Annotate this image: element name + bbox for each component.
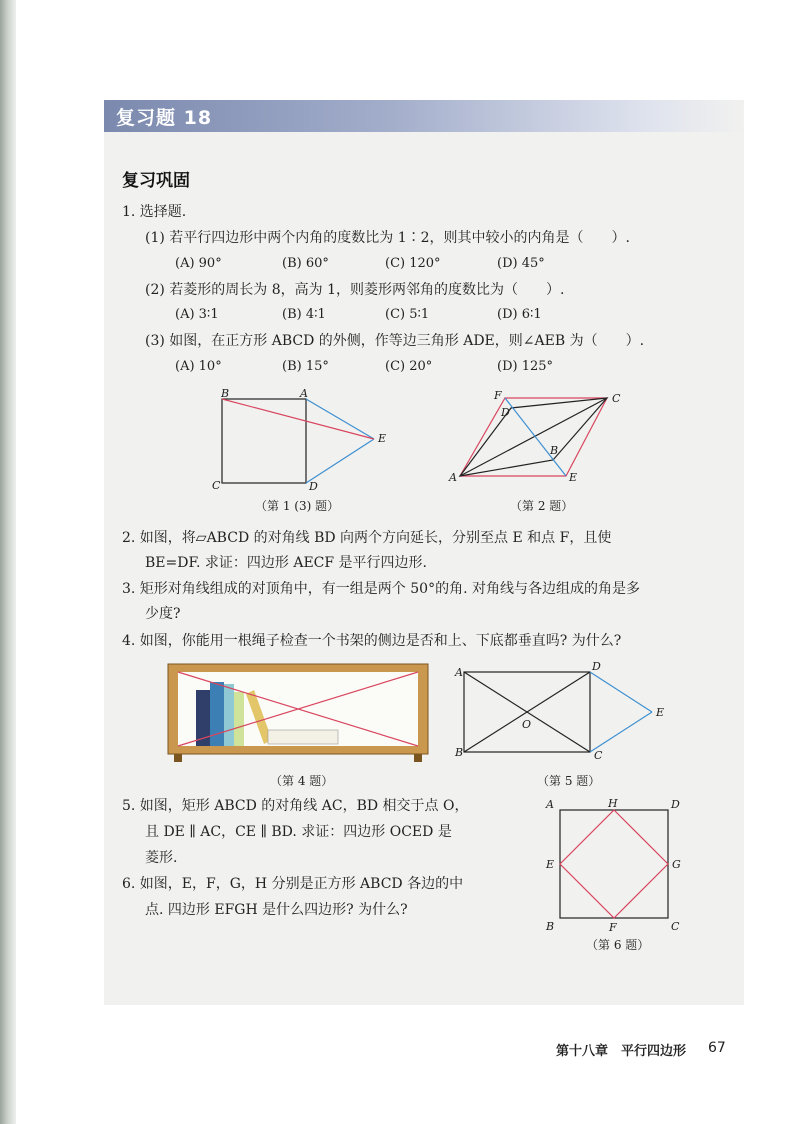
q1-part1-option-c: (C) 120° xyxy=(385,256,441,271)
fig5-label-d: D xyxy=(592,660,601,673)
fig2-label-e: E xyxy=(569,471,578,484)
fig5-label-a: A xyxy=(455,666,463,679)
fig6-label-h: H xyxy=(608,797,618,810)
fig2-label-b: B xyxy=(550,444,559,457)
fig6-label-d: D xyxy=(671,798,680,811)
fig2-label-a: A xyxy=(449,471,457,484)
q1-part3-option-a: (A) 10° xyxy=(175,359,222,374)
q3-line1: 3. 矩形对角线组成的对顶角中，有一组是两个 50°的角. 对角线与各边组成的角是多 xyxy=(122,581,640,597)
q1-part2-option-d: (D) 6∶1 xyxy=(497,307,542,322)
q5-line3: 菱形. xyxy=(145,850,178,866)
fig5-label-o: O xyxy=(522,718,532,731)
fig13-label-c: C xyxy=(212,479,221,492)
q3-line2: 少度? xyxy=(145,606,181,622)
fig6-label-f: F xyxy=(609,921,617,934)
q1-part3-option-c: (C) 20° xyxy=(385,359,433,374)
q6-line2: 点. 四边形 EFGH 是什么四边形? 为什么? xyxy=(145,902,408,918)
q1-part2-option-c: (C) 5∶1 xyxy=(385,307,430,322)
q1-part3-option-b: (B) 15° xyxy=(282,359,329,374)
q1-part1-option-b: (B) 60° xyxy=(282,256,329,271)
q2-line2: BE=DF. 求证：四边形 AECF 是平行四边形. xyxy=(145,555,428,571)
q6-line1: 6. 如图，E，F，G，H 分别是正方形 ABCD 各边的中 xyxy=(122,876,464,892)
fig2-label-d: D xyxy=(501,406,510,419)
quadrilateral-efgh xyxy=(560,810,668,918)
page-number: 67 xyxy=(708,1040,726,1056)
fig13-label-e: E xyxy=(378,432,387,445)
q1-stem: 1. 选择题. xyxy=(122,204,187,220)
fig2-caption: （第 2 题） xyxy=(510,499,574,513)
q1-part2: (2) 若菱形的周长为 8，高为 1，则菱形两邻角的度数比为（ ）. xyxy=(145,282,565,298)
fig6-label-c: C xyxy=(671,920,680,933)
fig2-label-f: F xyxy=(494,389,502,402)
fig5-label-e: E xyxy=(656,706,665,719)
fig6-label-g: G xyxy=(672,858,681,871)
q1-part3: (3) 如图，在正方形 ABCD 的外侧，作等边三角形 ADE，则∠AEB 为（ ）. xyxy=(145,333,645,349)
q2-line1: 2. 如图，将▱ABCD 的对角线 BD 向两个方向延长，分别至点 E 和点 F，且使 xyxy=(122,530,612,546)
fig6-label-a: A xyxy=(546,798,554,811)
fig4-caption: （第 4 题） xyxy=(270,774,334,788)
banner-title: 复习题 18 xyxy=(116,107,213,129)
fig2-label-c: C xyxy=(612,392,621,405)
fig5-label-c: C xyxy=(594,749,603,762)
q1-part2-option-a: (A) 3∶1 xyxy=(175,307,219,322)
footer-chapter: 第十八章 平行四边形 xyxy=(556,1044,687,1059)
section-title: 复习巩固 xyxy=(122,171,190,191)
q1-part2-option-b: (B) 4∶1 xyxy=(282,307,326,322)
fig13-label-b: B xyxy=(221,387,230,400)
q1-part3-option-d: (D) 125° xyxy=(497,359,554,374)
q1-part1-option-d: (D) 45° xyxy=(497,256,545,271)
q1-part1: (1) 若平行四边形中两个内角的度数比为 1∶2，则其中较小的内角是（ ）. xyxy=(145,230,630,246)
q5-line1: 5. 如图，矩形 ABCD 的对角线 AC，BD 相交于点 O， xyxy=(122,798,469,814)
fig6-label-b: B xyxy=(546,920,555,933)
fig13-label-d: D xyxy=(309,480,318,493)
square-abcd xyxy=(560,810,668,918)
fig6-caption: （第 6 题） xyxy=(586,938,650,952)
fig13-label-a: A xyxy=(300,387,308,400)
q4-line1: 4. 如图，你能用一根绳子检查一个书架的侧边是否和上、下底都垂直吗? 为什么? xyxy=(122,633,622,649)
fig13-caption: （第 1 (3) 题） xyxy=(255,499,340,513)
fig6-label-e: E xyxy=(546,858,555,871)
fig5-label-b: B xyxy=(455,746,464,759)
q5-line2: 且 DE ∥ AC，CE ∥ BD. 求证：四边形 OCED 是 xyxy=(145,824,452,840)
fig5-caption: （第 5 题） xyxy=(537,774,601,788)
q1-part1-option-a: (A) 90° xyxy=(175,256,222,271)
